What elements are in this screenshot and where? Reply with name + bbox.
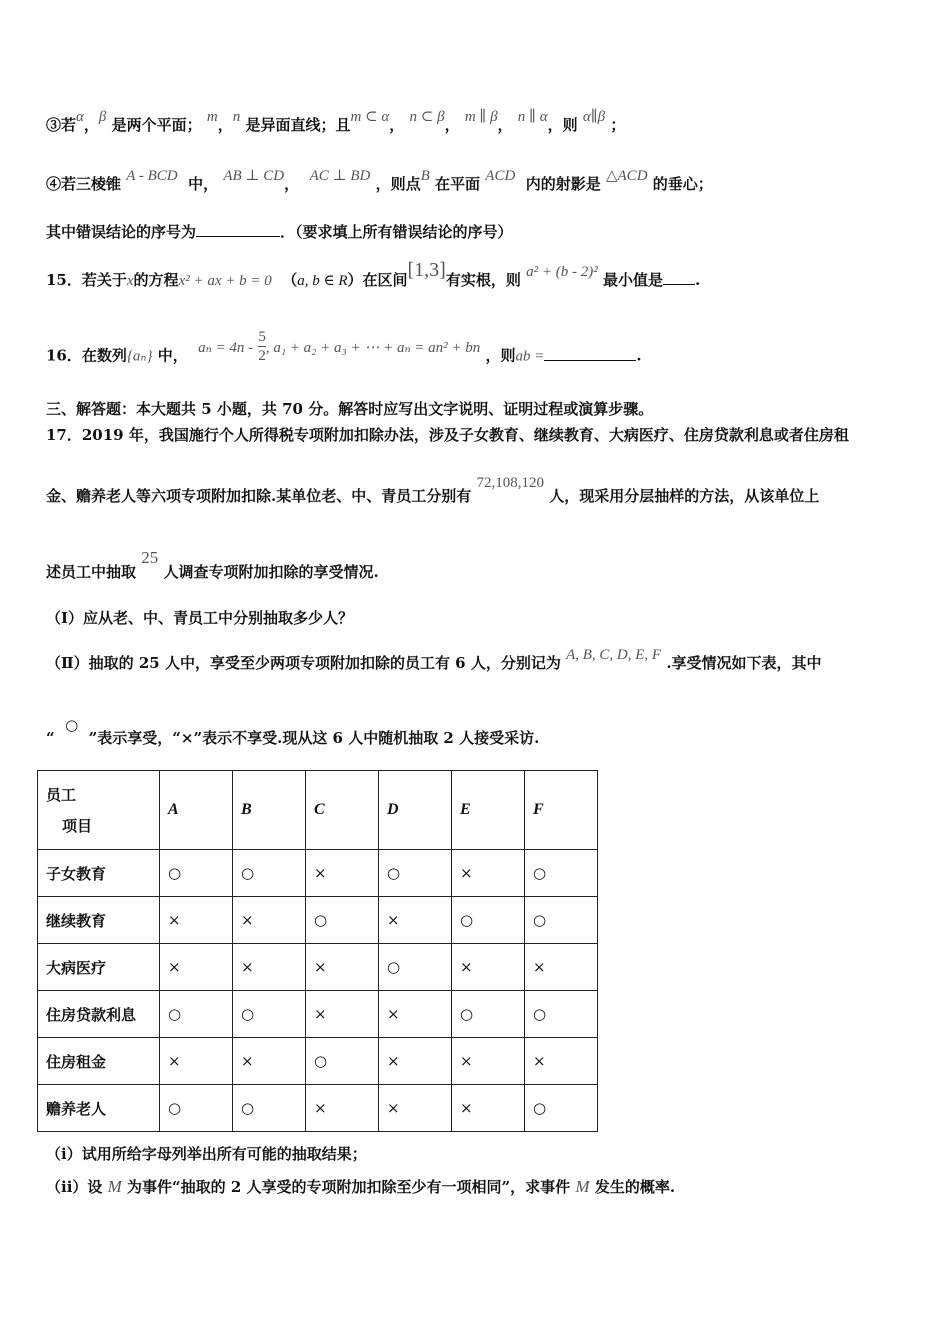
answer-prompt: 其中错误结论的序号为 — [46, 223, 197, 241]
text: ， — [497, 116, 513, 134]
math: A, B, C, D, E, F — [566, 647, 662, 663]
text: ④若三棱锥 — [46, 175, 122, 193]
text: 有实根，则 — [445, 271, 521, 289]
math: m — [206, 109, 218, 125]
row-label: 住房租金 — [38, 1038, 160, 1085]
table-cell: × — [233, 1038, 306, 1085]
q16 — [46, 329, 642, 375]
text: ， — [444, 116, 460, 134]
math: α — [76, 109, 84, 125]
math: AB ⊥ CD — [223, 168, 285, 184]
text: ”表示享受，“×”表示不享受.现从这 6 人中随机抽取 2 人接受采访. — [88, 729, 540, 747]
fraction-denominator: 2 — [258, 348, 266, 364]
table-cell: ○ — [160, 850, 233, 897]
table-cell: ○ — [452, 897, 525, 944]
math: B — [420, 168, 430, 184]
table-cell: ○ — [233, 850, 306, 897]
math: [1,3] — [407, 259, 446, 281]
math: a, b ∈ R — [297, 273, 348, 289]
text: 中， — [157, 346, 188, 365]
table-cell: × — [452, 944, 525, 991]
math: AC ⊥ BD — [309, 168, 371, 184]
column-header: B — [233, 771, 306, 850]
text: ③若 — [46, 116, 77, 134]
table-header-row — [38, 771, 598, 850]
text: 是异面直线；且 — [245, 116, 351, 134]
table-cell: × — [379, 897, 452, 944]
row-label: 子女教育 — [38, 850, 160, 897]
corner-top: 员工 — [46, 786, 77, 804]
text: . — [636, 346, 642, 365]
text: 的方程 — [133, 271, 179, 289]
row-label: 继续教育 — [38, 897, 160, 944]
table-row — [38, 991, 598, 1038]
table-cell: ○ — [233, 1085, 306, 1132]
q17-line3 — [46, 548, 379, 582]
text: 15．若关于 — [46, 271, 127, 289]
math: α∥β — [582, 109, 606, 125]
math: △ACD — [605, 168, 648, 184]
table-row — [38, 1085, 598, 1132]
text: ， — [389, 116, 405, 134]
column-header: C — [306, 771, 379, 850]
fraction — [258, 328, 266, 365]
math: m ⊂ α — [350, 109, 390, 125]
math: x — [126, 273, 134, 289]
answer-note: ．（要求填上所有错误结论的序号） — [280, 223, 513, 241]
table-cell: × — [306, 1085, 379, 1132]
math: n ⊂ β — [409, 109, 445, 125]
text: 内的射影是 — [525, 175, 601, 193]
text: .享受情况如下表，其中 — [666, 654, 822, 672]
table-cell: × — [379, 1038, 452, 1085]
table-cell: × — [306, 991, 379, 1038]
math: n ∥ α — [517, 109, 548, 125]
text: （ — [282, 271, 298, 289]
table-cell: × — [525, 1038, 598, 1085]
column-header: D — [379, 771, 452, 850]
table-cell: ○ — [306, 1038, 379, 1085]
q17-sub-ii — [46, 1176, 675, 1197]
q17-part2 — [46, 647, 822, 673]
q17-sub-i: （i）试用所给字母列举出所有可能的抽取结果； — [46, 1145, 367, 1163]
fraction-numerator: 5 — [258, 329, 266, 345]
q17-legend — [46, 716, 540, 748]
q14-answer-line — [46, 221, 513, 242]
text: 的垂心； — [652, 175, 713, 193]
text: 中， — [188, 175, 219, 193]
table-cell: × — [452, 850, 525, 897]
table-cell: ○ — [160, 991, 233, 1038]
table-cell: ○ — [525, 1085, 598, 1132]
text: 人调查专项附加扣除的享受情况. — [163, 563, 379, 581]
text: 在平面 — [435, 175, 481, 193]
text: ， — [83, 116, 99, 134]
math: 25 — [141, 548, 159, 567]
table-cell: × — [525, 944, 598, 991]
q15 — [46, 259, 701, 291]
q17-line1: 17．2019 年，我国施行个人所得税专项附加扣除办法，涉及子女教育、继续教育、大病医疗、住房贷款利息或者住房租 — [46, 426, 849, 444]
text: 最小值是 — [602, 271, 663, 289]
table-cell: ○ — [379, 850, 452, 897]
table-row — [38, 944, 598, 991]
table-cell: ○ — [160, 1085, 233, 1132]
q17-line2 — [46, 475, 820, 506]
math: a² + (b - 2)² — [526, 264, 598, 280]
math: aₙ = 4n - — [198, 339, 254, 356]
table-cell: × — [306, 944, 379, 991]
text: 是两个平面； — [111, 116, 202, 134]
corner-cell — [38, 771, 160, 850]
table-cell: ○ — [525, 850, 598, 897]
table-cell: ○ — [452, 991, 525, 1038]
table-cell: ○ — [306, 897, 379, 944]
table-row — [38, 850, 598, 897]
circle-symbol: ○ — [65, 716, 79, 734]
math: A - BCD — [126, 168, 178, 184]
math: ACD — [485, 168, 516, 184]
text: （Ⅱ）抽取的 25 人中，享受至少两项专项附加扣除的员工有 6 人，分别记为 — [46, 654, 561, 672]
math: 72,108,120 — [476, 475, 544, 491]
table-cell: × — [160, 944, 233, 991]
row-label: 大病医疗 — [38, 944, 160, 991]
table-cell: × — [160, 1038, 233, 1085]
q14-item4 — [46, 168, 713, 194]
text: 金、赡养老人等六项专项附加扣除.某单位老、中、青员工分别有 — [46, 487, 472, 505]
text: “ — [46, 729, 55, 747]
corner-bottom: 项目 — [62, 817, 93, 835]
text: 为事件“抽取的 2 人享受的专项附加扣除至少有一项相同”，求事件 — [127, 1178, 571, 1196]
text: ， — [217, 116, 233, 134]
section-header: 三、解答题：本大题共 5 小题，共 70 分。解答时应写出文字说明、证明过程或演算步骤。 — [46, 400, 654, 418]
table-cell: × — [379, 991, 452, 1038]
math: , a₁ + a₂ + a₃ + ⋯ + aₙ = an² + bn — [265, 339, 481, 356]
table-cell: × — [379, 1085, 452, 1132]
math: x² + ax + b = 0 — [178, 273, 272, 289]
math: M — [575, 1177, 590, 1196]
math: {aₙ} — [126, 348, 153, 365]
table-cell: × — [306, 850, 379, 897]
q17-part1: （Ⅰ）应从老、中、青员工中分别抽取多少人？ — [46, 609, 354, 627]
row-label: 赡养老人 — [38, 1085, 160, 1132]
column-header: E — [452, 771, 525, 850]
table-cell: ○ — [525, 897, 598, 944]
answer-blank[interactable] — [544, 346, 636, 361]
text: ，则 — [485, 346, 516, 365]
table-cell: ○ — [525, 991, 598, 1038]
table-cell: × — [160, 897, 233, 944]
row-label: 住房贷款利息 — [38, 991, 160, 1038]
column-header: A — [160, 771, 233, 850]
table-cell: × — [452, 1038, 525, 1085]
table-cell: ○ — [379, 944, 452, 991]
text: ，则点 — [375, 175, 421, 193]
q14-item3 — [46, 109, 626, 135]
text: . — [694, 271, 701, 289]
math: n — [232, 109, 241, 125]
text: ，则 — [547, 116, 578, 134]
math: m ∥ β — [464, 109, 498, 125]
table-cell: × — [233, 897, 306, 944]
text: 人，现采用分层抽样的方法，从该单位上 — [549, 487, 820, 505]
text: 发生的概率. — [594, 1178, 676, 1196]
table-row — [38, 1038, 598, 1085]
text: ， — [284, 175, 300, 193]
text: 述员工中抽取 — [46, 563, 137, 581]
math: M — [107, 1177, 122, 1196]
text: ； — [610, 116, 626, 134]
deduction-table — [37, 770, 598, 1132]
math: β — [98, 109, 107, 125]
text: ）在区间 — [347, 271, 408, 289]
text: （ii）设 — [46, 1178, 103, 1196]
table-row — [38, 897, 598, 944]
text: 16．在数列 — [46, 346, 127, 365]
math: ab = — [515, 348, 545, 365]
answer-blank[interactable] — [196, 222, 280, 237]
answer-blank[interactable] — [663, 270, 695, 285]
table-cell: ○ — [233, 991, 306, 1038]
table-cell: × — [233, 944, 306, 991]
table-cell: × — [452, 1085, 525, 1132]
column-header: F — [525, 771, 598, 850]
